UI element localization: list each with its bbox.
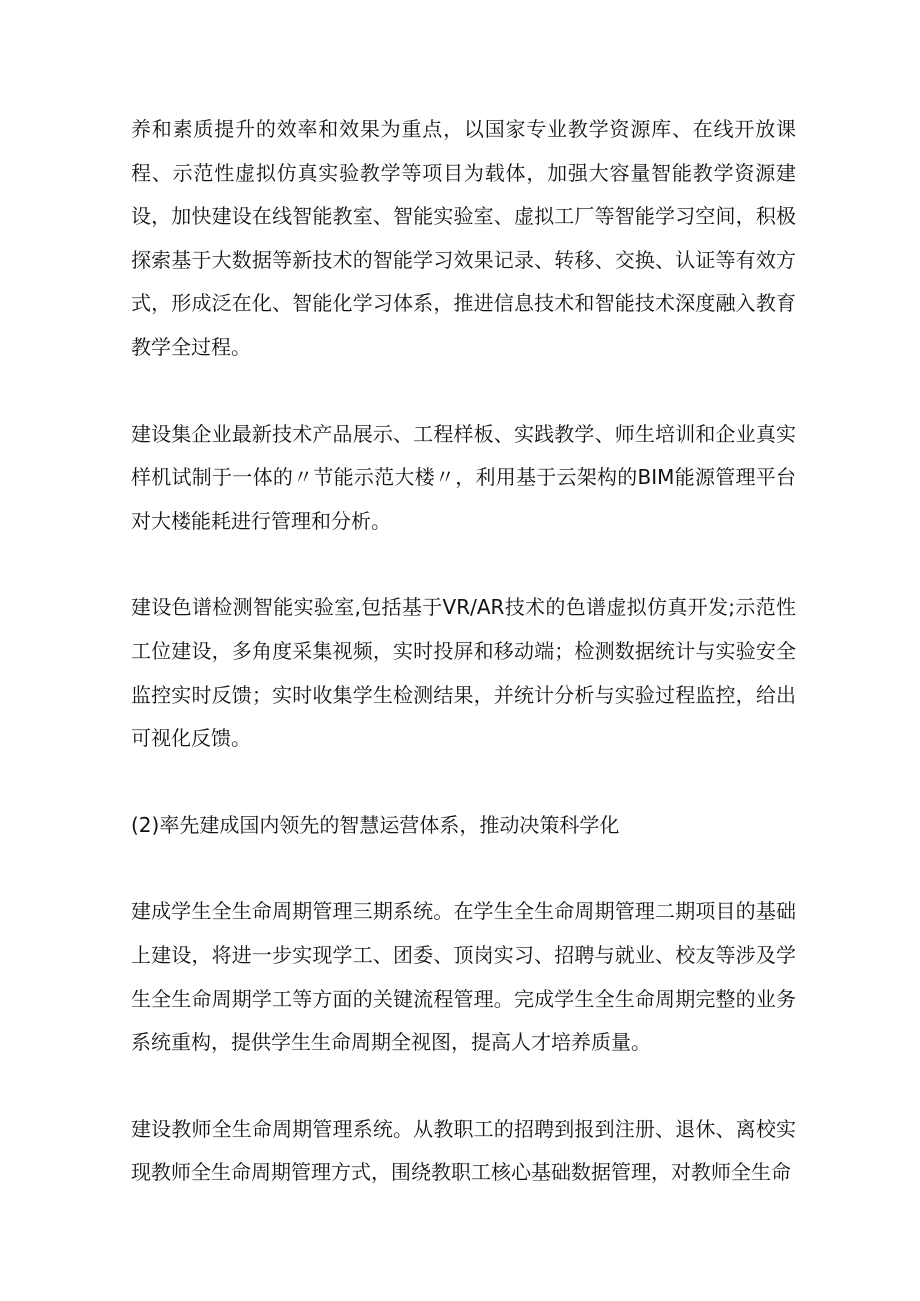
document-body xyxy=(131,108,796,1238)
paragraph-teacher-lifecycle: 建设教师全生命周期管理系统。从教职工的招聘到报到注册、退休、离校实现教师全生命周期管理方式，围绕教职工核心基础数据管理，对教师全生命 xyxy=(131,1116,796,1185)
paragraph-energy-building: 建设集企业最新技术产品展示、工程样板、实践教学、师生培训和企业真实样机试制于一体的〃节能示范大楼〃，利用基于云架构的BIM能源管理平台对大楼能耗进行管理和分析。 xyxy=(131,421,796,533)
paragraph-chromatography-lab: 建设色谱检测智能实验室,包括基于VR/AR技术的色谱虚拟仿真开发;示范性工位建设，多角度采集视频，实时投屏和移动端；检测数据统计与实验安全监控实时反馈；实时收集学生检测结果，并统计分析与实验过程监控，给出可视化反馈。 xyxy=(131,595,796,751)
paragraph-smart-learning: 养和素质提升的效率和效果为重点，以国家专业教学资源库、在线开放课程、示范性虚拟仿真实验教学等项目为载体，加强大容量智能教学资源建设，加快建设在线智能教室、智能实验室、虚拟工厂等智能学习空间，积极探索基于大数据等新技术的智能学习效果记录、转移、交换、认证等有效方式，形成泛在化、智能化学习体系，推进信息技术和智能技术深度融入教育教学全过程。 xyxy=(131,117,796,359)
paragraph-student-lifecycle: 建成学生全生命周期管理三期系统。在学生全生命周期管理二期项目的基础上建设，将进一步实现学工、团委、顶岗实习、招聘与就业、校友等涉及学生全生命周期学工等方面的关键流程管理。完成学生全生命周期完整的业务系统重构，提供学生生命周期全视图，提高人才培养质量。 xyxy=(131,899,796,1055)
section-heading: (2)率先建成国内领先的智慧运营体系，推动决策科学化 xyxy=(131,812,620,837)
